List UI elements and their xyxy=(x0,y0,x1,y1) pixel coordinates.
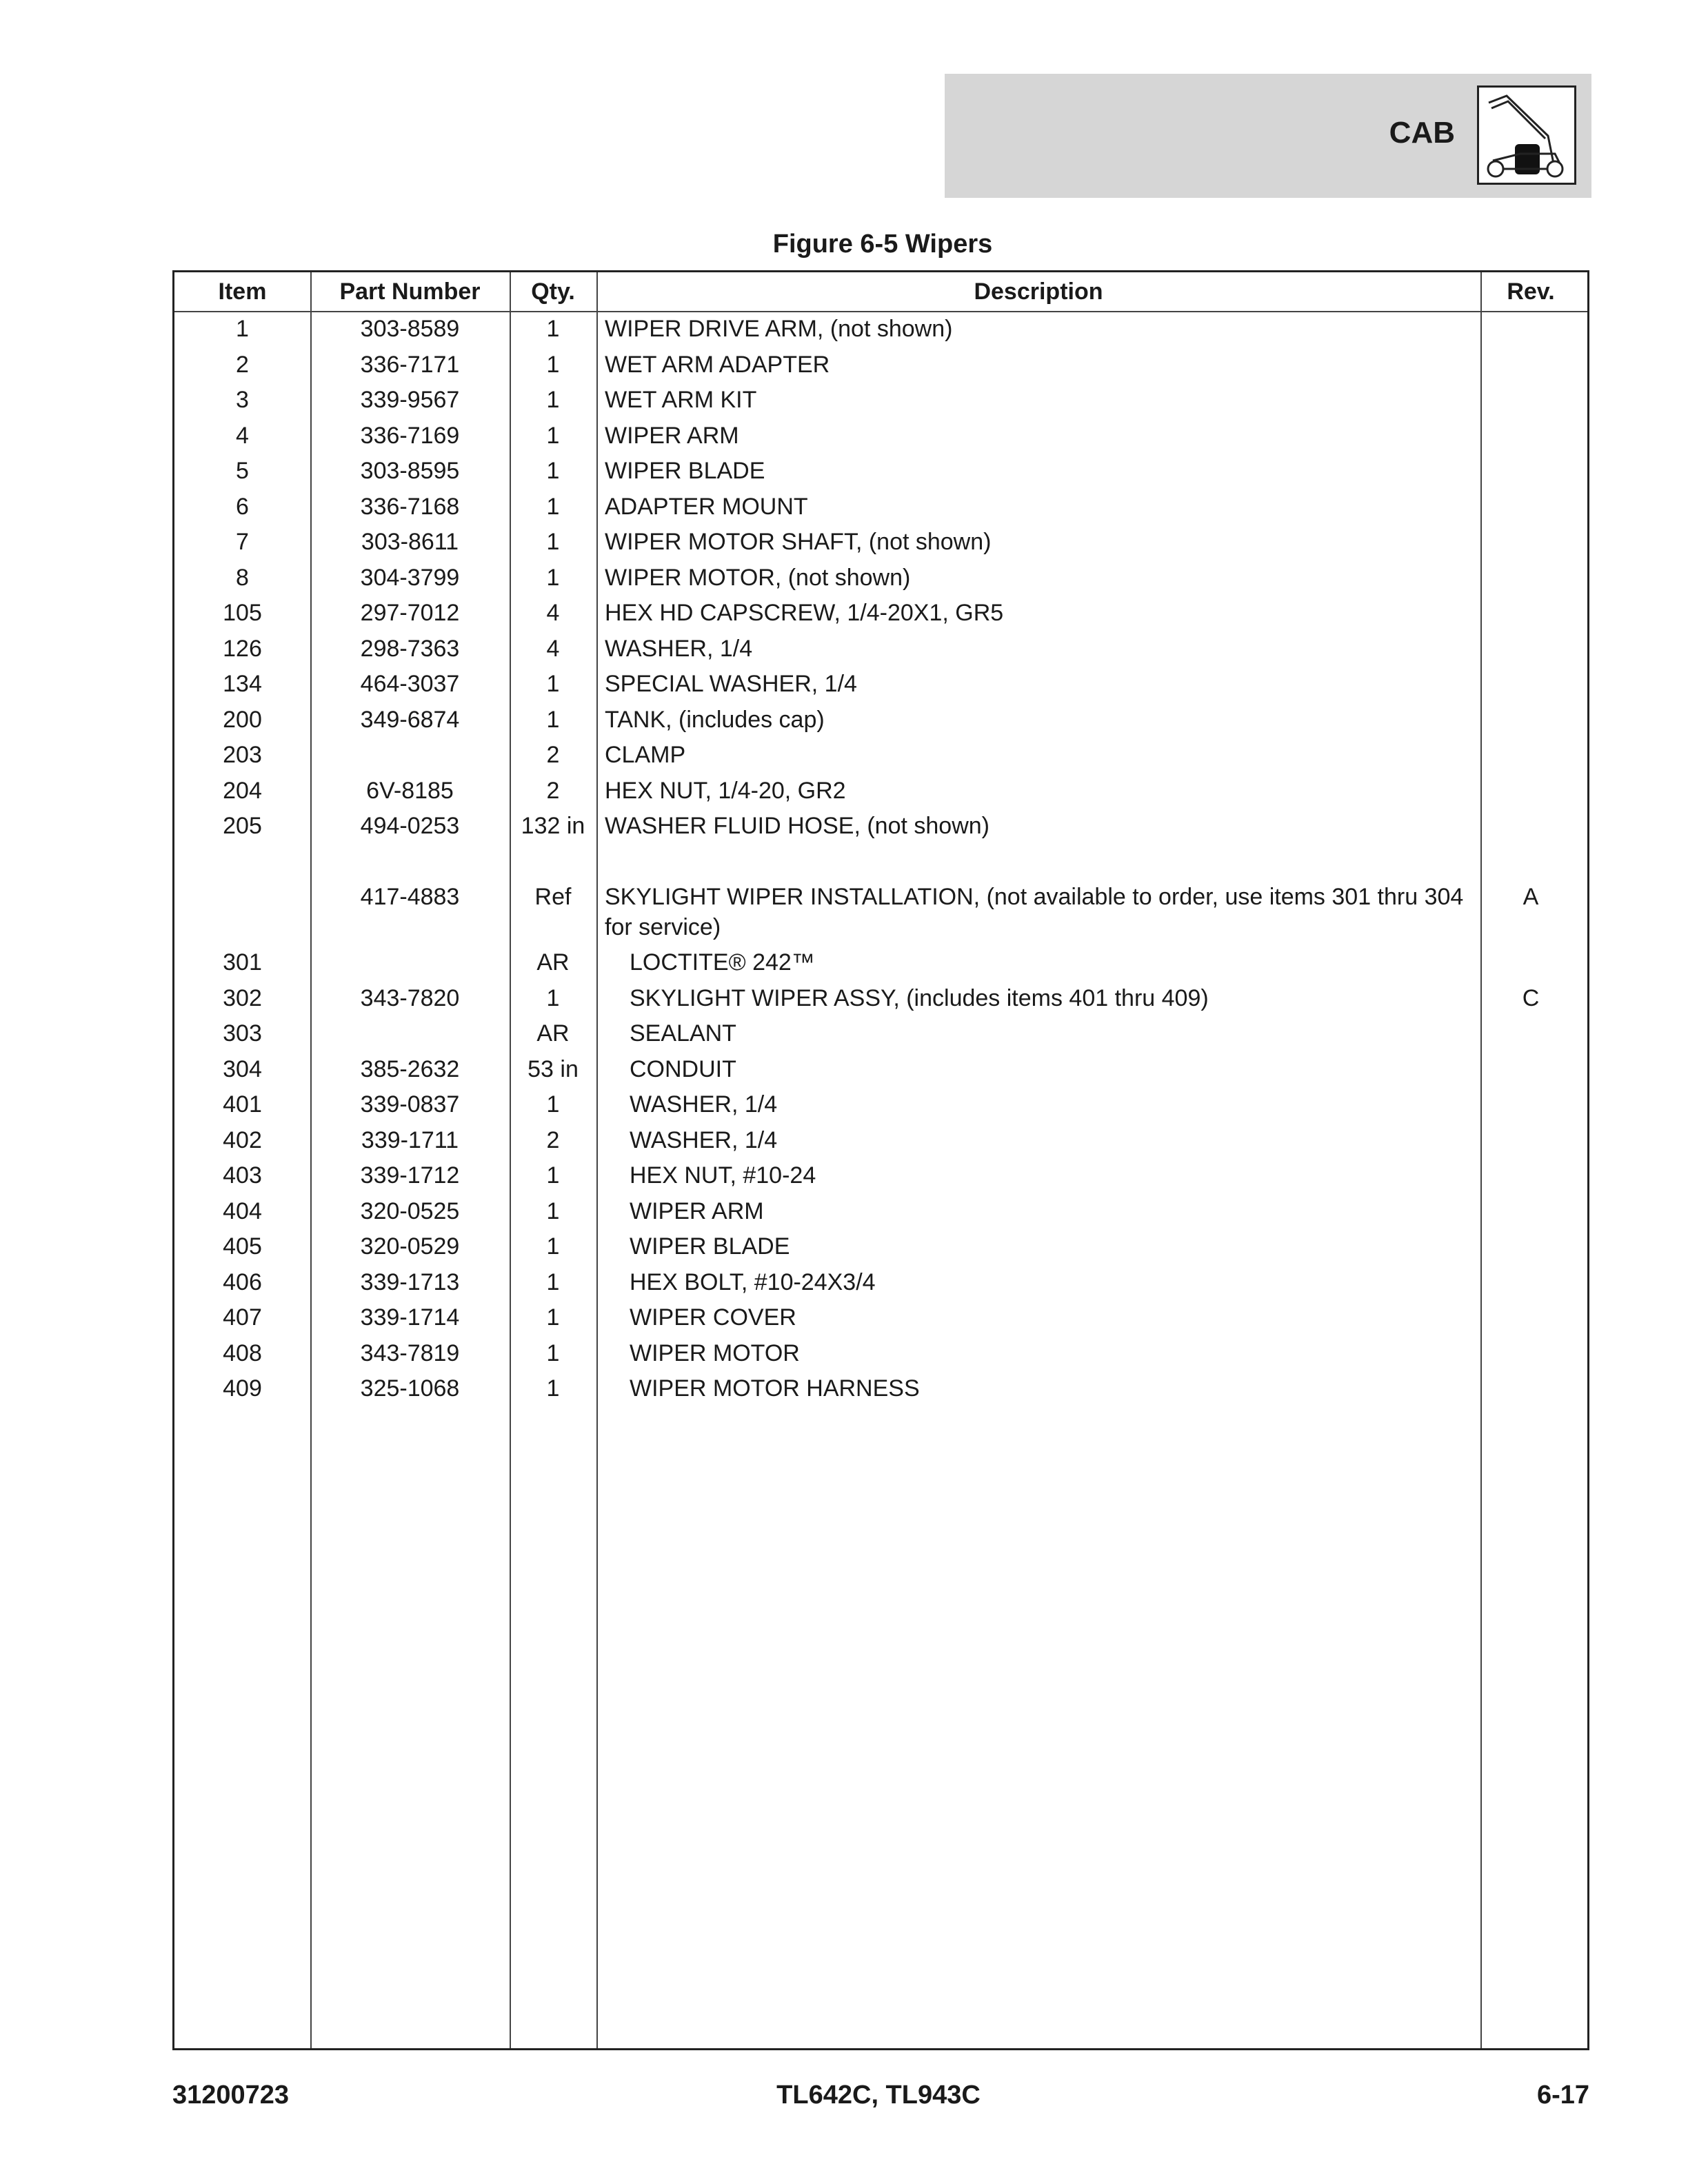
qty-cell: 1 xyxy=(546,1375,560,1402)
item-cell: 405 xyxy=(223,1233,262,1260)
rev-cell xyxy=(1480,560,1581,563)
qty-cell: 1 xyxy=(546,529,560,555)
table-row xyxy=(174,1193,1587,1229)
item-cell xyxy=(174,844,310,847)
table-row xyxy=(174,737,1587,773)
part-number-cell: 303-8595 xyxy=(360,458,460,484)
part-number-cell: 339-1711 xyxy=(361,1126,459,1153)
item-cell: 303 xyxy=(223,1020,262,1046)
rev-cell xyxy=(1480,1228,1581,1231)
table-body xyxy=(174,311,1587,1406)
description-cell: TANK, (includes cap) xyxy=(605,706,825,733)
part-number-cell: 339-1713 xyxy=(360,1268,460,1295)
column-header-rev: Rev. xyxy=(1507,279,1555,305)
item-cell: 105 xyxy=(223,600,262,626)
qty-cell: 2 xyxy=(546,777,560,804)
rev-cell xyxy=(1480,311,1581,314)
rev-cell xyxy=(1480,1371,1581,1373)
description-cell: SEALANT xyxy=(630,1020,736,1046)
part-number-cell: 297-7012 xyxy=(360,600,460,626)
column-header-item: Item xyxy=(218,279,267,305)
qty-cell: 2 xyxy=(546,742,560,768)
part-number-cell: 320-0525 xyxy=(360,1197,460,1224)
rev-cell xyxy=(1480,595,1581,598)
description-cell: WASHER, 1/4 xyxy=(630,1091,778,1118)
qty-cell: 1 xyxy=(546,422,560,449)
item-cell: 203 xyxy=(223,742,262,768)
table-row xyxy=(174,1335,1587,1371)
item-cell: 406 xyxy=(223,1268,262,1295)
qty-cell: 1 xyxy=(546,1304,560,1331)
table-row xyxy=(174,595,1587,631)
table-row xyxy=(174,666,1587,702)
part-number-cell: 385-2632 xyxy=(360,1055,460,1082)
table-row xyxy=(174,1086,1587,1122)
figure-title: Figure 6-5 Wipers xyxy=(772,230,993,259)
rev-cell xyxy=(1480,1086,1581,1089)
qty-cell: 132 in xyxy=(521,813,585,839)
rev-cell xyxy=(1480,524,1581,527)
item-cell: 302 xyxy=(223,984,262,1011)
table-row xyxy=(174,980,1587,1016)
part-number-cell: 343-7819 xyxy=(360,1339,460,1366)
description-cell: CLAMP xyxy=(605,742,686,768)
description-cell: WET ARM KIT xyxy=(605,387,757,413)
qty-cell: 2 xyxy=(546,1126,560,1153)
description-cell: HEX HD CAPSCREW, 1/4-20X1, GR5 xyxy=(605,600,1004,626)
rev-cell xyxy=(1480,1122,1581,1125)
rev-cell xyxy=(1480,808,1581,811)
item-cell: 301 xyxy=(223,949,262,975)
table-row xyxy=(174,879,1587,944)
part-number-cell: 303-8611 xyxy=(361,529,459,555)
item-cell: 407 xyxy=(223,1304,262,1331)
rev-cell xyxy=(1480,1051,1581,1054)
rev-cell xyxy=(1480,631,1581,634)
description-cell: HEX NUT, 1/4-20, GR2 xyxy=(605,777,846,804)
table-row xyxy=(174,1371,1587,1406)
qty-cell: 1 xyxy=(546,1233,560,1260)
qty-cell: 1 xyxy=(546,671,560,697)
column-header-part-number: Part Number xyxy=(339,279,481,305)
part-number-cell xyxy=(310,944,510,947)
part-number-cell: 349-6874 xyxy=(360,706,460,733)
rev-cell xyxy=(1480,418,1581,421)
qty-cell xyxy=(510,844,596,847)
qty-cell: 1 xyxy=(546,387,560,413)
rev-cell xyxy=(1480,1264,1581,1267)
item-cell: 304 xyxy=(223,1055,262,1082)
qty-cell: 1 xyxy=(546,984,560,1011)
item-cell xyxy=(174,879,310,882)
table-row xyxy=(174,773,1587,809)
rev-cell xyxy=(1480,1015,1581,1018)
item-cell: 134 xyxy=(223,671,262,697)
item-cell: 402 xyxy=(223,1126,262,1153)
qty-cell: 1 xyxy=(546,564,560,591)
part-number-cell: 339-9567 xyxy=(360,387,460,413)
description-cell: WIPER ARM xyxy=(605,422,739,449)
part-number-cell: 303-8589 xyxy=(360,316,460,342)
item-cell: 409 xyxy=(223,1375,262,1402)
qty-cell: 1 xyxy=(546,493,560,520)
item-cell: 403 xyxy=(223,1162,262,1189)
table-row xyxy=(174,453,1587,489)
item-cell: 200 xyxy=(223,706,262,733)
skid-steer-loader-icon xyxy=(1477,85,1576,185)
table-row xyxy=(174,631,1587,667)
description-cell: SKYLIGHT WIPER INSTALLATION, (not available to order, use items 301 thru 304 for service) xyxy=(605,884,1464,940)
description-cell: WIPER MOTOR HARNESS xyxy=(630,1375,920,1402)
rev-cell xyxy=(1480,1335,1581,1338)
rev-cell xyxy=(1480,844,1581,847)
part-number-cell xyxy=(310,737,510,740)
doc-number: 31200723 xyxy=(172,2081,290,2110)
table-row xyxy=(174,844,1587,880)
section-title: CAB xyxy=(1389,116,1455,150)
item-cell: 204 xyxy=(223,777,262,804)
part-number-cell xyxy=(310,844,510,847)
rev-cell xyxy=(1480,944,1581,947)
qty-cell: 1 xyxy=(546,1268,560,1295)
table-row xyxy=(174,524,1587,560)
part-number-cell: 336-7168 xyxy=(360,493,460,520)
rev-cell xyxy=(1480,1193,1581,1196)
description-cell: WIPER MOTOR xyxy=(630,1339,800,1366)
qty-cell: 1 xyxy=(546,316,560,342)
item-cell: 404 xyxy=(223,1197,262,1224)
table-row xyxy=(174,1015,1587,1051)
description-cell: SKYLIGHT WIPER ASSY, (includes items 401 thru 409) xyxy=(630,984,1209,1011)
description-cell: CONDUIT xyxy=(630,1055,736,1082)
description-cell xyxy=(596,844,1480,847)
table-row xyxy=(174,311,1587,347)
part-number-cell: 339-1714 xyxy=(360,1304,460,1331)
part-number-cell: 336-7169 xyxy=(360,422,460,449)
rev-cell xyxy=(1480,1300,1581,1302)
qty-cell: 1 xyxy=(546,1162,560,1189)
item-cell: 401 xyxy=(223,1091,262,1118)
table-row xyxy=(174,1264,1587,1300)
page-number: 6-17 xyxy=(1536,2081,1589,2110)
qty-cell: 1 xyxy=(546,1091,560,1118)
description-cell: WIPER BLADE xyxy=(605,458,765,484)
qty-cell: 1 xyxy=(546,1339,560,1366)
part-number-cell: 339-0837 xyxy=(360,1091,460,1118)
rev-cell xyxy=(1480,737,1581,740)
part-number-cell: 6V-8185 xyxy=(366,777,454,804)
description-cell: WASHER, 1/4 xyxy=(630,1126,778,1153)
description-cell: WIPER COVER xyxy=(630,1304,796,1331)
rev-cell xyxy=(1480,1157,1581,1160)
part-number-cell: 494-0253 xyxy=(360,813,460,839)
qty-cell: 1 xyxy=(546,1197,560,1224)
qty-cell: 53 in xyxy=(528,1055,579,1082)
table-row xyxy=(174,1051,1587,1087)
rev-cell xyxy=(1480,702,1581,705)
description-cell: SPECIAL WASHER, 1/4 xyxy=(605,671,857,697)
table-row xyxy=(174,382,1587,418)
part-number-cell: 464-3037 xyxy=(360,671,460,697)
qty-cell: 1 xyxy=(546,351,560,378)
column-header-description: Description xyxy=(974,279,1103,305)
table-row xyxy=(174,1122,1587,1158)
table-row xyxy=(174,1228,1587,1264)
description-cell: WIPER MOTOR SHAFT, (not shown) xyxy=(605,529,992,555)
table-row xyxy=(174,489,1587,525)
qty-cell: AR xyxy=(536,1020,570,1046)
description-cell: LOCTITE® 242™ xyxy=(630,949,815,975)
qty-cell: AR xyxy=(536,949,570,975)
item-cell: 6 xyxy=(236,493,249,520)
rev-cell xyxy=(1480,453,1581,456)
part-number-cell: 320-0529 xyxy=(360,1233,460,1260)
item-cell: 408 xyxy=(223,1339,262,1366)
qty-cell: 1 xyxy=(546,458,560,484)
part-number-cell xyxy=(310,1015,510,1018)
item-cell: 7 xyxy=(236,529,249,555)
qty-cell: 4 xyxy=(546,635,560,662)
rev-cell xyxy=(1480,489,1581,492)
description-cell: WIPER BLADE xyxy=(630,1233,790,1260)
item-cell: 3 xyxy=(236,387,249,413)
table-row xyxy=(174,702,1587,738)
item-cell: 205 xyxy=(223,813,262,839)
table-row xyxy=(174,944,1587,980)
parts-table xyxy=(172,270,1589,2050)
description-cell: WET ARM ADAPTER xyxy=(605,351,830,378)
table-row xyxy=(174,1157,1587,1193)
item-cell: 8 xyxy=(236,564,249,591)
part-number-cell: 298-7363 xyxy=(360,635,460,662)
table-row xyxy=(174,418,1587,454)
column-header-qty: Qty. xyxy=(531,279,575,305)
description-cell: WIPER ARM xyxy=(630,1197,764,1224)
rev-cell: C xyxy=(1522,984,1540,1011)
part-number-cell: 339-1712 xyxy=(360,1162,460,1189)
part-number-cell: 325-1068 xyxy=(360,1375,460,1402)
rev-cell xyxy=(1480,347,1581,350)
description-cell: WASHER, 1/4 xyxy=(605,635,753,662)
item-cell: 5 xyxy=(236,458,249,484)
table-row xyxy=(174,347,1587,383)
description-cell: WIPER MOTOR, (not shown) xyxy=(605,564,911,591)
rev-cell xyxy=(1480,773,1581,776)
part-number-cell: 417-4883 xyxy=(360,884,460,910)
item-cell: 2 xyxy=(236,351,249,378)
model-names: TL642C, TL943C xyxy=(776,2081,981,2110)
part-number-cell: 304-3799 xyxy=(360,564,460,591)
description-cell: WASHER FLUID HOSE, (not shown) xyxy=(605,813,989,839)
part-number-cell: 343-7820 xyxy=(360,984,460,1011)
part-number-cell: 336-7171 xyxy=(360,351,460,378)
description-cell: WIPER DRIVE ARM, (not shown) xyxy=(605,316,953,342)
table-row xyxy=(174,1300,1587,1335)
table-row xyxy=(174,808,1587,844)
qty-cell: 1 xyxy=(546,706,560,733)
description-cell: HEX NUT, #10-24 xyxy=(630,1162,816,1189)
description-cell: ADAPTER MOUNT xyxy=(605,493,808,520)
qty-cell: 4 xyxy=(546,600,560,626)
qty-cell: Ref xyxy=(534,884,572,910)
item-cell: 4 xyxy=(236,422,249,449)
rev-cell: A xyxy=(1523,884,1539,910)
rev-cell xyxy=(1480,382,1581,385)
description-cell: HEX BOLT, #10-24X3/4 xyxy=(630,1268,876,1295)
item-cell: 126 xyxy=(223,635,262,662)
rev-cell xyxy=(1480,666,1581,669)
item-cell: 1 xyxy=(236,316,249,342)
table-row xyxy=(174,560,1587,596)
